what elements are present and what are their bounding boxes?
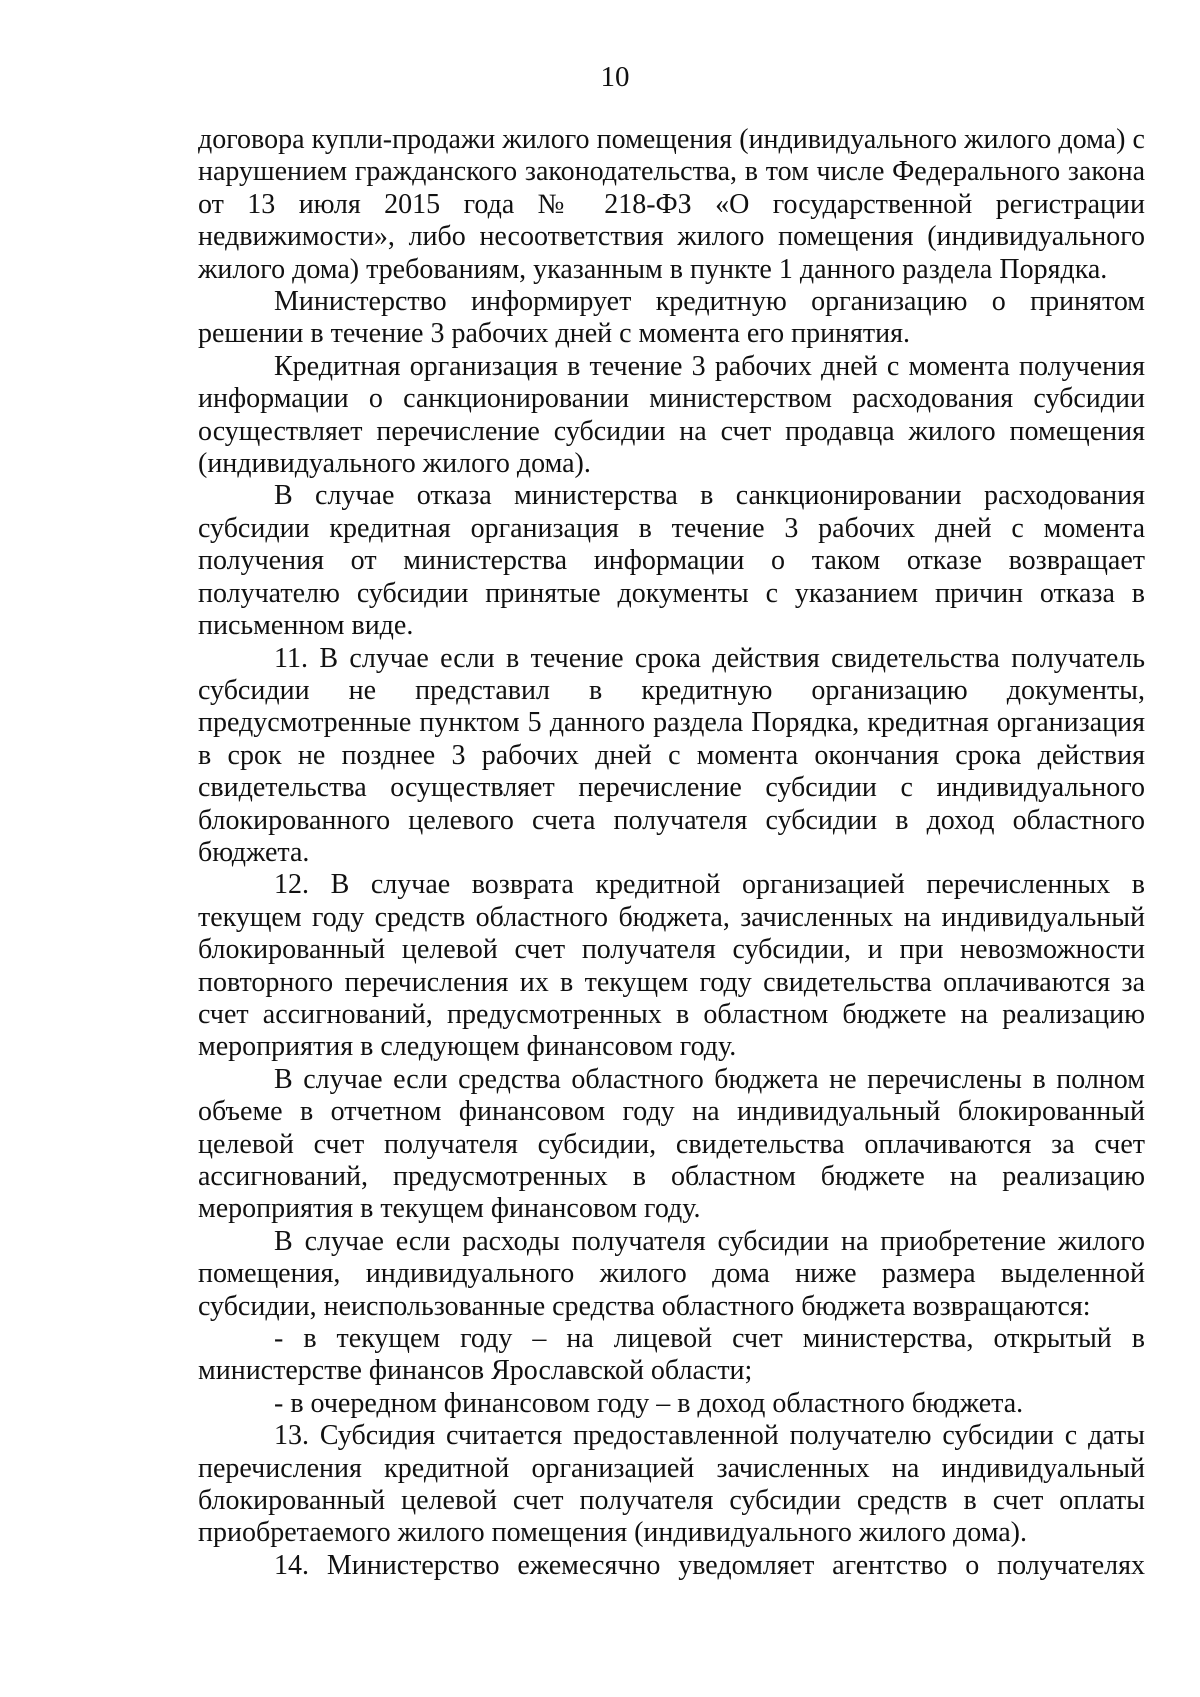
paragraph-budget-not-transferred: В случае если средства областного бюджета не перечислены в полном объеме в отчетном финансовом году на индивидуальный блокированный целевой счет получателя субсидии, свидетельства оплачиваются за счет ассигнований, предусмотренных в областном бюджете на реализацию мероприятия в текущем финансовом году. xyxy=(198,1063,1145,1225)
paragraph-continuation: договора купли-продажи жилого помещения (индивидуального жилого дома) с нарушением гражданского законодательства, в том числе Федерального закона от 13 июля 2015 года № 218-ФЗ «О государственной регистрации недвижимости», либо несоответствия жилого помещения (индивидуального жилого дома) требованиям, указанным в пункте 1 данного раздела Порядка. xyxy=(198,124,1145,285)
paragraph-item-12: 12. В случае возврата кредитной организацией перечисленных в текущем году средств областного бюджета, зачисленных на индивидуальный блокированный целевой счет получателя субсидии, и при невозможности повторного перечисления их в текущем году свидетельства оплачиваются за счет ассигнований, предусмотренных в областном бюджете на реализацию мероприятия в следующем финансовом году. xyxy=(198,869,1145,1063)
list-item-current-year: - в текущем году – на лицевой счет министерства, открытый в министерстве финансов Ярославской области; xyxy=(198,1323,1145,1387)
document-body xyxy=(198,124,1145,1582)
paragraph-unused-funds: В случае если расходы получателя субсидии на приобретение жилого помещения, индивидуального жилого дома ниже размера выделенной субсидии, неиспользованные средства областного бюджета возвращаются: xyxy=(198,1225,1145,1322)
paragraph-refusal: В случае отказа министерства в санкционировании расходования субсидии кредитная организация в течение 3 рабочих дней с момента получения от министерства информации о таком отказе возвращает получателю субсидии принятые документы с указанием причин отказа в письменном виде. xyxy=(198,480,1145,642)
paragraph-item-13: 13. Субсидия считается предоставленной получателю субсидии с даты перечисления кредитной организацией зачисленных на индивидуальный блокированный целевой счет получателя субсидии средств в счет оплаты приобретаемого жилого помещения (индивидуального жилого дома). xyxy=(198,1420,1145,1549)
list-item-next-year: - в очередном финансовом году – в доход областного бюджета. xyxy=(274,1387,1024,1419)
paragraph-ministry-informs: Министерство информирует кредитную организацию о принятом решении в течение 3 рабочих дней с момента его принятия. xyxy=(198,286,1145,350)
paragraph-item-14: 14. Министерство ежемесячно уведомляет агентство о получателях xyxy=(274,1549,1145,1581)
page-number: 10 xyxy=(600,61,630,93)
paragraph-credit-org-transfer: Кредитная организация в течение 3 рабочих дней с момента получения информации о санкционировании министерством расходования субсидии осуществляет перечисление субсидии на счет продавца жилого помещения (индивидуального жилого дома). xyxy=(198,350,1145,480)
paragraph-item-11: 11. В случае если в течение срока действия свидетельства получатель субсидии не представил в кредитную организацию документы, предусмотренные пунктом 5 данного раздела Порядка, кредитная организация в срок не позднее 3 рабочих дней с момента окончания срока действия свидетельства осуществляет перечисление субсидии с индивидуального блокированного целевого счета получателя субсидии в доход областного бюджета. xyxy=(198,642,1145,868)
